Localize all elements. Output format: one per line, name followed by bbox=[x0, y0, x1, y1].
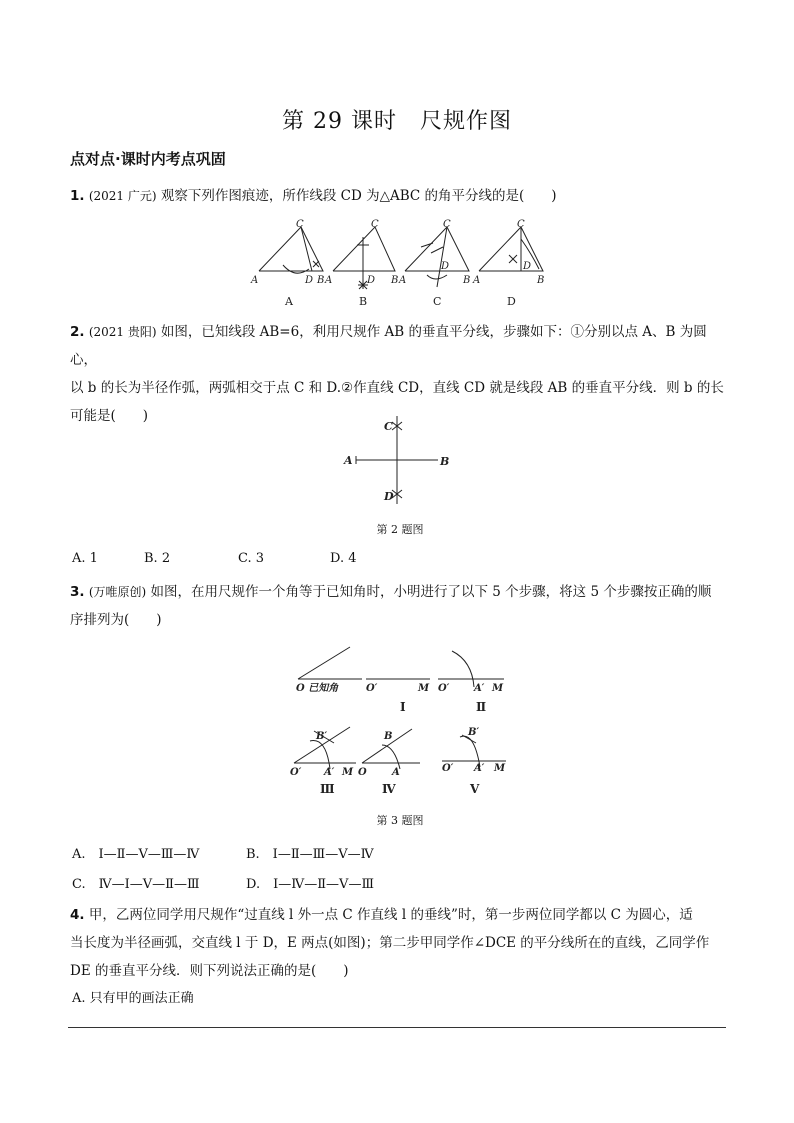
q3-iii-o: O′ bbox=[290, 767, 302, 778]
q3-i-m: M bbox=[418, 683, 430, 694]
q4-line-2: 当长度为半径画弧，交直线 l 于 D，E 两点(如图)；第二步甲同学作∠DCE 的平分线所在的直线，乙同学作 bbox=[70, 935, 710, 951]
q1-text: 观察下列作图痕迹，所作线段 CD 为△ABC 的角平分线的是( ) bbox=[160, 188, 557, 204]
q4-number: 4. bbox=[70, 907, 85, 923]
question-4 bbox=[70, 901, 730, 1013]
q3-v-m: M bbox=[494, 763, 506, 774]
q3-option-b[interactable]: B. Ⅰ—Ⅱ—Ⅲ—Ⅴ—Ⅳ bbox=[246, 847, 374, 862]
q1-triangle-a bbox=[259, 227, 323, 273]
q3-line-1: 如图，在用尺规作一个角等于已知角时，小明进行了以下 5 个步骤，将这 5 个步骤按正确的顺 bbox=[150, 584, 712, 600]
q3-option-c[interactable]: C. Ⅳ—Ⅰ—Ⅴ—Ⅱ—Ⅲ bbox=[72, 877, 200, 892]
q1-d-b: B bbox=[537, 275, 545, 286]
q3-iii-b: B′ bbox=[316, 731, 328, 742]
q1-c-d: D bbox=[441, 261, 450, 272]
q2-option-d[interactable]: D. 4 bbox=[330, 551, 357, 566]
q1-c-b: B bbox=[463, 275, 471, 286]
q3-caption: 第 3 题图 bbox=[376, 814, 424, 827]
q1-a-a: A bbox=[251, 275, 259, 286]
q2-point-a: A bbox=[344, 454, 353, 467]
q3-step-i: Ⅰ bbox=[400, 700, 406, 714]
q3-source: (万唯原创) bbox=[88, 585, 147, 599]
q1-label-c: C bbox=[433, 295, 442, 308]
section-heading: 点对点·课时内考点巩固 bbox=[70, 150, 226, 168]
q1-label-d: D bbox=[507, 295, 516, 308]
q3-iii-a: A′ bbox=[324, 767, 335, 778]
q2-point-c: C bbox=[384, 420, 393, 433]
q1-d-a: A bbox=[473, 275, 481, 286]
q3-figure bbox=[290, 645, 520, 800]
q3-step-ii: Ⅱ bbox=[476, 700, 487, 714]
q2-line-1: 如图，已知线段 AB=6，利用尺规作 AB 的垂直平分线，步骤如下：①分别以点 A、B 为圆心， bbox=[70, 324, 707, 368]
q2-figure bbox=[340, 412, 460, 508]
q3-option-a[interactable]: A. Ⅰ—Ⅱ—Ⅴ—Ⅲ—Ⅳ bbox=[72, 847, 200, 862]
q1-triangle-b bbox=[333, 227, 395, 289]
q3-step-v: Ⅴ bbox=[470, 782, 480, 796]
q4-line-3: DE 的垂直平分线．则下列说法正确的是( ) bbox=[70, 963, 349, 979]
q1-a-c: C bbox=[296, 219, 304, 230]
q1-figure bbox=[245, 215, 555, 313]
q3-iii-m: M bbox=[342, 767, 354, 778]
q1-triangle-c bbox=[405, 227, 469, 287]
bottom-rule bbox=[68, 1027, 726, 1028]
q2-option-a[interactable]: A. 1 bbox=[72, 551, 98, 566]
question-1 bbox=[70, 182, 730, 210]
q4-option-a[interactable]: A. 只有甲的画法正确 bbox=[72, 991, 194, 1006]
q3-iv-o: O bbox=[358, 767, 367, 778]
q1-b-d: D bbox=[367, 275, 376, 286]
q3-step-iii: Ⅲ bbox=[320, 782, 335, 796]
q1-b-b: B bbox=[391, 275, 399, 286]
q2-source: (2021 贵阳) bbox=[88, 325, 157, 339]
q1-source: (2021 广元) bbox=[88, 189, 157, 203]
q2-point-d: D bbox=[384, 490, 394, 503]
q1-a-b: B bbox=[317, 275, 325, 286]
question-3 bbox=[70, 578, 730, 634]
q3-option-d[interactable]: D. Ⅰ—Ⅳ—Ⅱ—Ⅴ—Ⅲ bbox=[246, 877, 374, 892]
q1-b-a: A bbox=[325, 275, 333, 286]
q4-line-1: 甲，乙两位同学用尺规作“过直线 l 外一点 C 作直线 l 的垂线”时，第一步两位同学都以 C 为圆心，适 bbox=[88, 907, 693, 923]
q3-known-angle-label: O 已知角 bbox=[296, 683, 339, 694]
q1-a-d: D bbox=[305, 275, 314, 286]
q2-line-3: 可能是( ) bbox=[70, 408, 149, 424]
q2-point-b: B bbox=[440, 455, 450, 468]
q1-label-b: B bbox=[359, 295, 368, 308]
q1-number: 1. bbox=[70, 188, 85, 204]
q1-b-c: C bbox=[371, 219, 379, 230]
q2-option-c[interactable]: C. 3 bbox=[238, 551, 265, 566]
q1-d-d: D bbox=[523, 261, 532, 272]
q3-ii-o: O′ bbox=[438, 683, 450, 694]
q3-iv-a: A bbox=[392, 767, 400, 778]
q3-iv-b: B bbox=[384, 731, 393, 742]
q3-number: 3. bbox=[70, 584, 85, 600]
q2-caption: 第 2 题图 bbox=[376, 523, 424, 536]
q3-ii-m: M bbox=[492, 683, 504, 694]
q3-step-iv: Ⅳ bbox=[382, 782, 396, 796]
q3-ii-a: A′ bbox=[474, 683, 485, 694]
q2-option-b[interactable]: B. 2 bbox=[144, 551, 171, 566]
q3-v-o: O′ bbox=[442, 763, 454, 774]
q3-i-o: O′ bbox=[366, 683, 378, 694]
page-title: 第 29 课时 尺规作图 bbox=[282, 109, 512, 134]
q1-c-a: A bbox=[399, 275, 407, 286]
q2-line-2: 以 b 的长为半径作弧，两弧相交于点 C 和 D.②作直线 CD，直线 CD 就是线段 AB 的垂直平分线．则 b 的长 bbox=[70, 380, 724, 396]
q3-v-a: A′ bbox=[474, 763, 485, 774]
q1-label-a: A bbox=[285, 295, 293, 308]
q2-number: 2. bbox=[70, 324, 85, 340]
q1-d-c: C bbox=[517, 219, 525, 230]
q1-triangle-d bbox=[479, 227, 543, 271]
q3-line-2: 序排列为( ) bbox=[70, 612, 162, 628]
q1-c-c: C bbox=[443, 219, 451, 230]
q3-v-b: B′ bbox=[468, 727, 480, 738]
